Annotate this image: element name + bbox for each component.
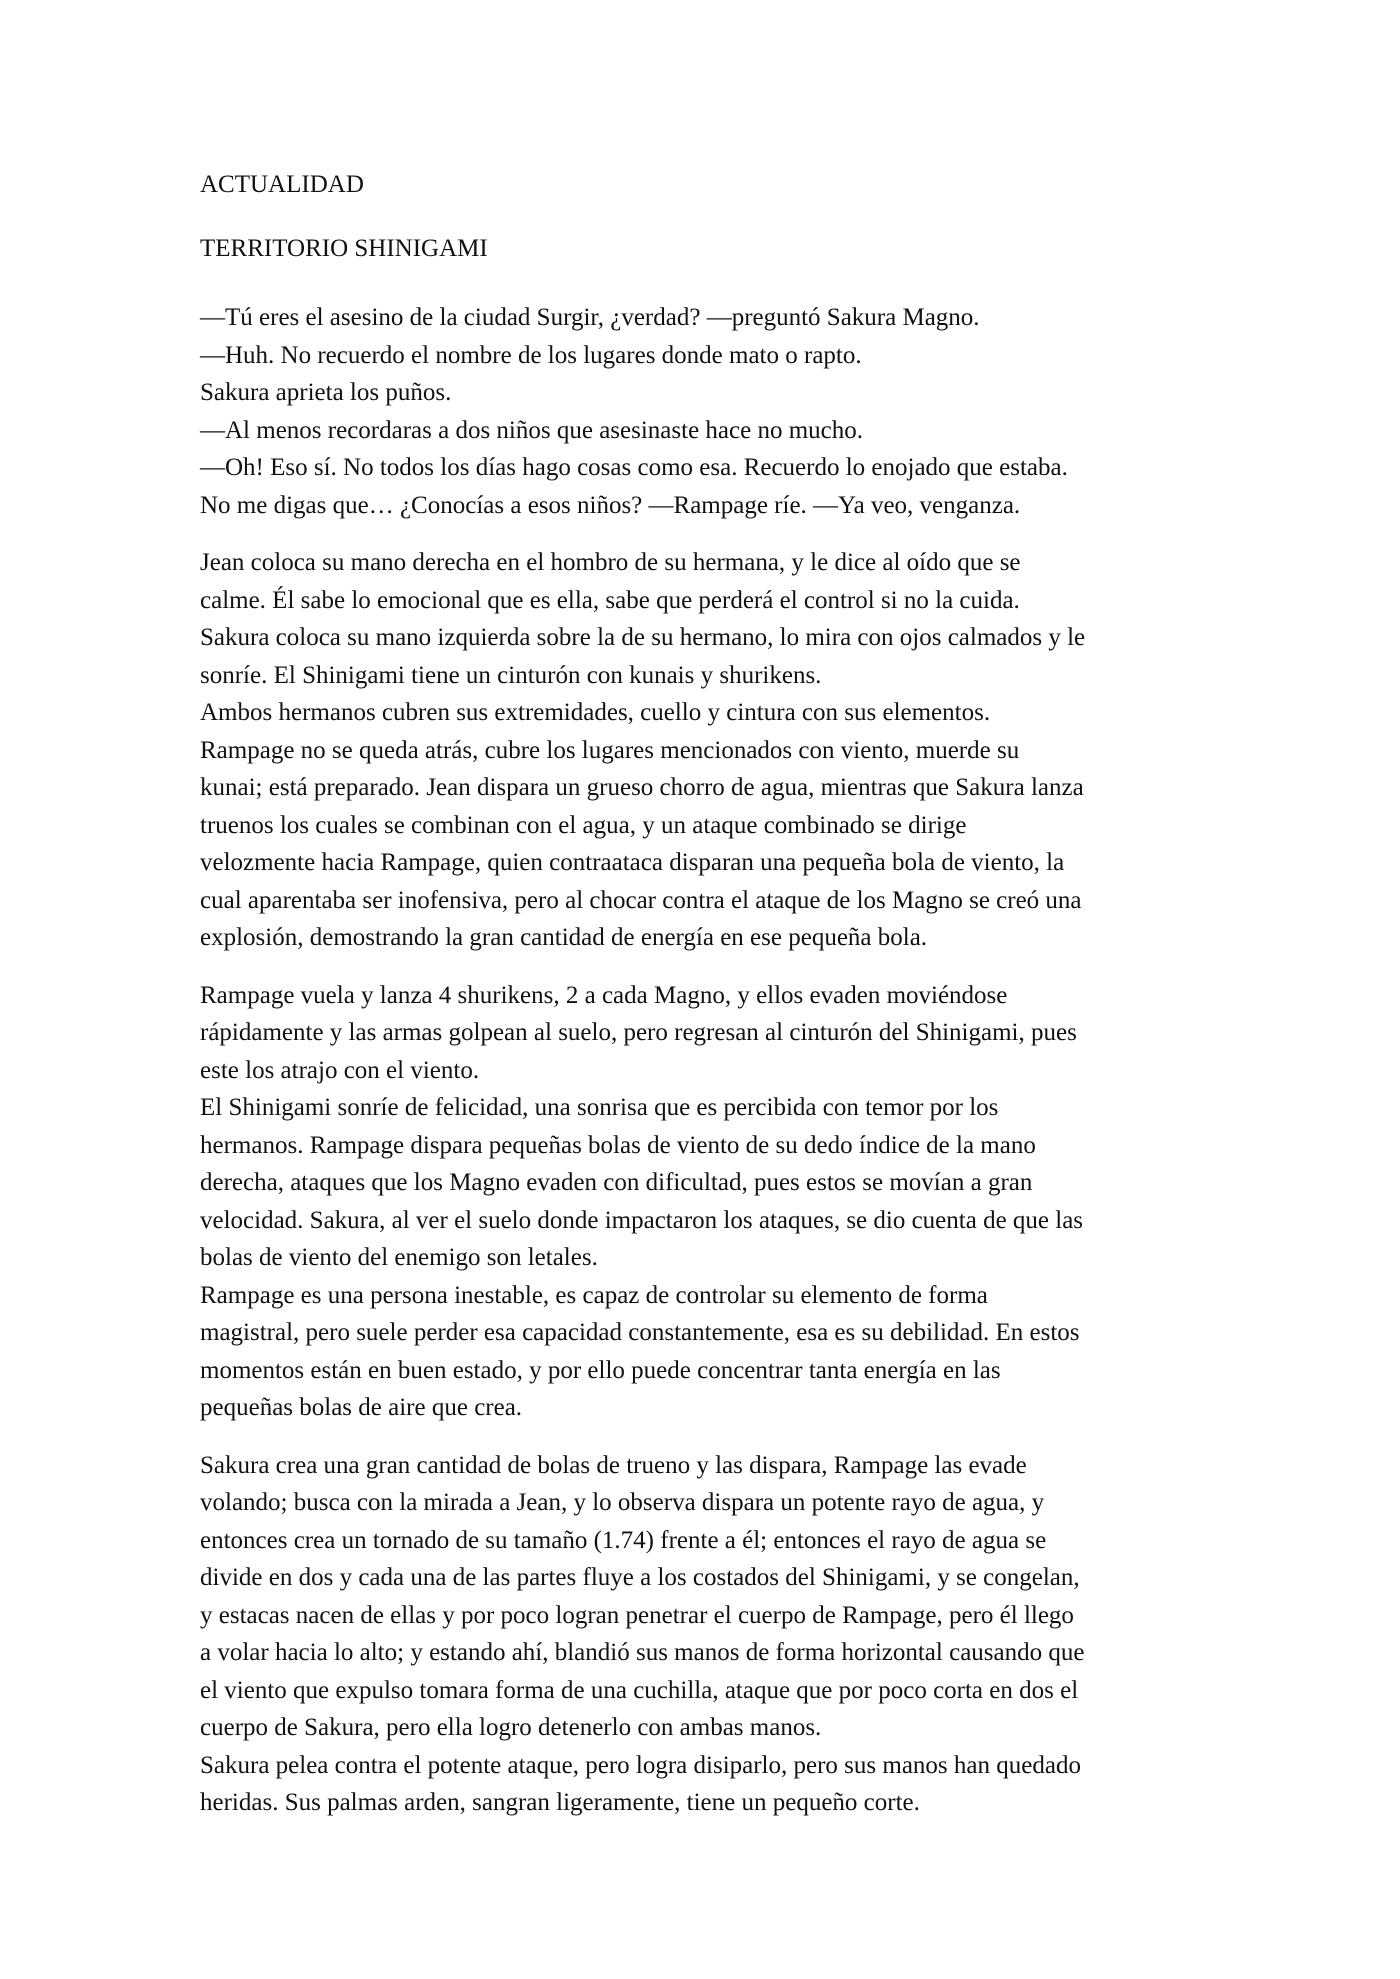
section-heading: ACTUALIDAD — [200, 171, 364, 198]
text-line: Rampage es una persona inestable, es capaz de controlar su elemento de forma — [200, 1281, 988, 1309]
text-line: —Huh. No recuerdo el nombre de los lugares donde mato o rapto. — [200, 341, 862, 369]
text-line: calme. Él sabe lo emocional que es ella, sabe que perderá el control si no la cuida. — [200, 586, 1020, 614]
text-line: Ambos hermanos cubren sus extremidades, cuello y cintura con sus elementos. — [200, 699, 991, 726]
text-line: heridas. Sus palmas arden, sangran ligeramente, tiene un pequeño corte. — [200, 1789, 920, 1816]
paragraph — [200, 299, 1220, 524]
text-line: Sakura aprieta los puños. — [200, 379, 452, 406]
text-line: Sakura pelea contra el potente ataque, pero logra disiparlo, pero sus manos han quedado — [200, 1751, 1081, 1779]
document-body — [200, 299, 1220, 1822]
text-line: volando; busca con la mirada a Jean, y lo observa dispara un potente rayo de agua, y — [200, 1489, 1045, 1516]
text-line: truenos los cuales se combinan con el agua, y un ataque combinado se dirige — [200, 811, 967, 839]
paragraph — [200, 544, 1220, 957]
text-line: cual aparentaba ser inofensiva, pero al chocar contra el ataque de los Magno se creó una — [200, 886, 1082, 914]
text-line: rápidamente y las armas golpean al suelo, pero regresan al cinturón del Shinigami, pues — [200, 1019, 1077, 1046]
text-line: —Al menos recordaras a dos niños que asesinaste hace no mucho. — [200, 416, 864, 444]
text-line: derecha, ataques que los Magno evaden con dificultad, pues estos se movían a gran — [200, 1169, 1033, 1196]
text-line: Sakura crea una gran cantidad de bolas de trueno y las dispara, Rampage las evade — [200, 1451, 1027, 1479]
paragraph — [200, 1447, 1220, 1822]
text-line: El Shinigami sonríe de felicidad, una sonrisa que es percibida con temor por los — [200, 1094, 999, 1121]
paragraph — [200, 977, 1220, 1427]
text-line: Rampage no se queda atrás, cubre los lugares mencionados con viento, muerde su — [200, 736, 1020, 764]
text-line: bolas de viento del enemigo son letales. — [200, 1244, 598, 1271]
text-line: Sakura coloca su mano izquierda sobre la de su hermano, lo mira con ojos calmados y le — [200, 624, 1086, 651]
text-line: este los atrajo con el viento. — [200, 1056, 480, 1084]
text-line: momentos están en buen estado, y por ello puede concentrar tanta energía en las — [200, 1356, 1001, 1384]
text-line: Rampage vuela y lanza 4 shurikens, 2 a cada Magno, y ellos evaden moviéndose — [200, 981, 1008, 1009]
text-line: cuerpo de Sakura, pero ella logro detenerlo con ambas manos. — [200, 1714, 822, 1741]
text-line: kunai; está preparado. Jean dispara un grueso chorro de agua, mientras que Sakura lanza — [200, 774, 1084, 801]
location-heading: TERRITORIO SHINIGAMI — [200, 234, 488, 262]
document-page — [200, 166, 1220, 1822]
text-line: sonríe. El Shinigami tiene un cinturón con kunais y shurikens. — [200, 661, 822, 689]
text-line: entonces crea un tornado de su tamaño (1.74) frente a él; entonces el rayo de agua se — [200, 1526, 1047, 1554]
text-line: —Oh! Eso sí. No todos los días hago cosas como esa. Recuerdo lo enojado que estaba. — [200, 454, 1068, 481]
text-line: a volar hacia lo alto; y estando ahí, blandió sus manos de forma horizontal causando que — [200, 1639, 1085, 1666]
text-line: Jean coloca su mano derecha en el hombro de su hermana, y le dice al oído que se — [200, 549, 1021, 576]
text-line: —Tú eres el asesino de la ciudad Surgir, ¿verdad? —preguntó Sakura Magno. — [200, 304, 980, 331]
text-line: velocidad. Sakura, al ver el suelo donde impactaron los ataques, se dio cuenta de que las — [200, 1206, 1084, 1234]
text-line: No me digas que… ¿Conocías a esos niños? —Rampage ríe. —Ya veo, venganza. — [200, 491, 1021, 519]
text-line: velozmente hacia Rampage, quien contraataca disparan una pequeña bola de viento, la — [200, 849, 1065, 876]
text-line: y estacas nacen de ellas y por poco logran penetrar el cuerpo de Rampage, pero él llego — [200, 1601, 1074, 1629]
text-line: pequeñas bolas de aire que crea. — [200, 1394, 523, 1421]
text-line: el viento que expulso tomara forma de una cuchilla, ataque que por poco corta en dos el — [200, 1676, 1079, 1704]
text-line: divide en dos y cada una de las partes fluye a los costados del Shinigami, y se congelan, — [200, 1564, 1080, 1591]
text-line: explosión, demostrando la gran cantidad de energía en ese pequeña bola. — [200, 924, 928, 951]
text-line: hermanos. Rampage dispara pequeñas bolas de viento de su dedo índice de la mano — [200, 1131, 1036, 1159]
text-line: magistral, pero suele perder esa capacidad constantemente, esa es su debilidad. En estos — [200, 1319, 1080, 1346]
